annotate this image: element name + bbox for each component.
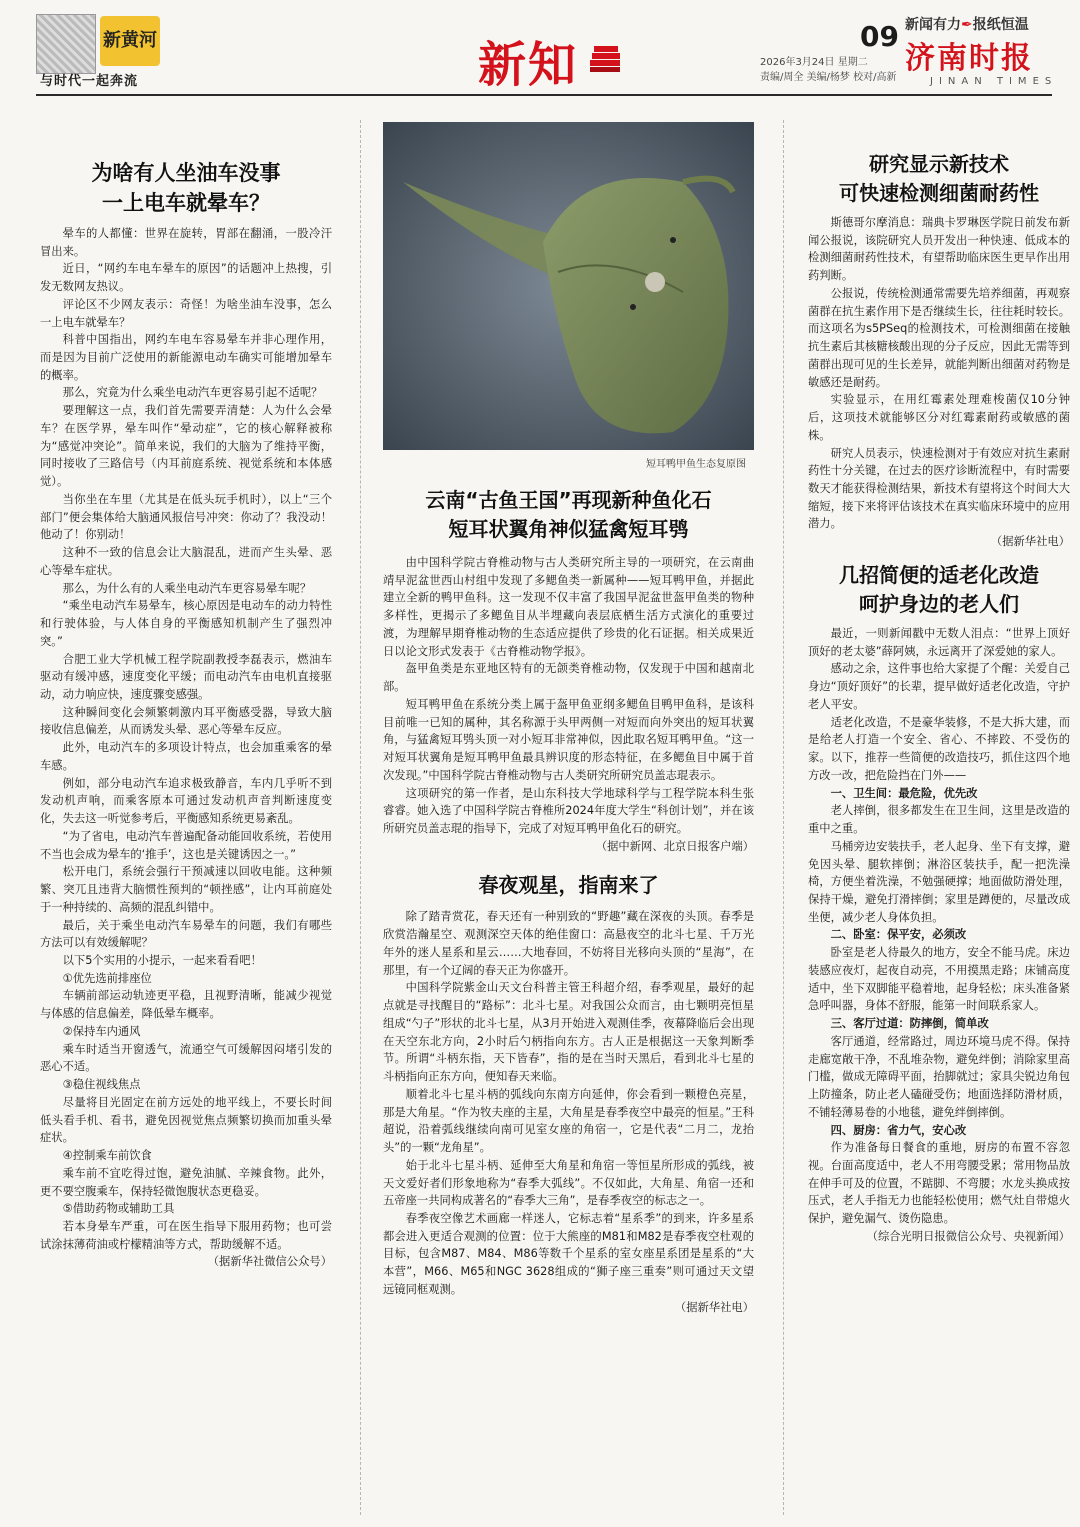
fish-illustration bbox=[383, 122, 754, 450]
title-line: 可快速检测细菌耐药性 bbox=[839, 181, 1039, 205]
tip-text: 若本身晕车严重，可在医生指导下服用药物；也可尝试涂抹薄荷油或柠檬精油等方式，帮助缓解不适。 bbox=[40, 1220, 332, 1251]
article-source: （据新华社电） bbox=[674, 1300, 754, 1314]
paragraph: 除了踏青赏花，春天还有一种别致的“野趣”藏在深夜的头顶。春季是欣赏浩瀚星空、观测深空天体的绝佳窗口：高悬夜空的北斗七星、千万光年外的迷人星系和星云……大地春回，不妨将目光移向头顶的“星海”，在那里，有一个辽阔的春天正为你盛开。 bbox=[383, 910, 754, 977]
paragraph: 那么，为什么有的人乘坐电动汽车更容易晕车呢？ bbox=[62, 581, 312, 595]
paragraph: 短耳鸭甲鱼在系统分类上属于盔甲鱼亚纲多鳃鱼目鸭甲鱼科，是该科目前唯一已知的属种，其名称源于头甲两侧一对短而向外突出的短耳状翼角，与猛禽短耳鸮头顶一对小短耳非常神似，因此取名短耳鸭甲鱼。“这一对短耳状翼角是短耳鸭甲鱼最具辨识度的形态特征，在多鳃鱼目中属于首次发现。”中国科学院古脊椎动物与古人类研究所研究员盖志琨表示。 bbox=[383, 697, 754, 782]
article-title: 春夜观星，指南来了 bbox=[478, 873, 659, 898]
article-body bbox=[808, 625, 1070, 785]
paragraph: “乘坐电动汽车易晕车，核心原因是电动车的动力特性和行驶体验，与人体自身的平衡感知机制产生了强烈冲突。” bbox=[40, 599, 332, 648]
article-source: （据中新网、北京日报客户端） bbox=[595, 839, 754, 853]
article-body bbox=[40, 225, 332, 970]
paragraph: 最近，一则新闻戳中无数人泪点：“世界上顶好顶好的老太婆”薛阿姨，永远离开了深爱她的家人。 bbox=[808, 626, 1070, 658]
paper-name-logo: 济南时报 bbox=[905, 41, 1033, 76]
title-line: 一上电车就晕车？ bbox=[102, 191, 270, 216]
paragraph: 春季夜空像艺术画廊一样迷人，它标志着“星系季”的到来，许多星系都会进入更适合观测的位置：位于大熊座的M81和M82是春季夜空杜观的目标，包含M87、M84、M86等数千个星系的室女座星系团是星系的“大本营”，M66、M65和NGC 3628组成的“狮子座三重奏”则可通过天文望远镜同框观测。 bbox=[383, 1211, 754, 1296]
article-sections bbox=[808, 785, 1070, 1228]
paragraph: 中国科学院紫金山天文台科普主管王科超介绍，春季观星，最好的起点就是寻找醒目的“路标”：北斗七星。对我国公众而言，由七颗明亮恒星组成“勺子”形状的北斗七星，从3月开始进入观测佳季，夜幕降临后会出现在天空东北方向，2小时后勺柄指向东方。古人正是根据这一天象判断季节。所谓“斗柄东指，天下皆春”，指的是在当时天黑后，看到北斗七星的斗柄指向正东方向，便知春天来临。 bbox=[383, 981, 754, 1084]
tip-heading: ⑤借助药物或辅助工具 bbox=[62, 1202, 175, 1216]
page-header bbox=[0, 0, 1080, 98]
right-slogan-b: 报纸恒温 bbox=[972, 17, 1029, 33]
tip-heading: ④控制乘车前饮食 bbox=[62, 1149, 152, 1163]
right-slogan-a: 新闻有力 bbox=[905, 17, 961, 33]
article-title bbox=[808, 150, 1070, 208]
paragraph: 这种瞬间变化会频繁刺激内耳平衡感受器，导致大脑接收信息偏差，从而诱发头晕、恶心等晕车反应。 bbox=[40, 705, 332, 737]
paragraph: 评论区不少网友表示：奇怪！为啥坐油车没事，怎么一上电车就晕车？ bbox=[40, 297, 332, 329]
tip-heading: ③稳住视线焦点 bbox=[62, 1078, 141, 1092]
paragraph: 以下5个实用的小提示，一起来看看吧！ bbox=[62, 953, 262, 967]
middle-column bbox=[383, 110, 754, 1316]
paragraph: 斯德哥尔摩消息：瑞典卡罗琳医学院日前发布新闻公报说，该院研究人员开发出一种快速、低成本的检测细菌耐药性技术，有望帮助临床医生更早作出用药判断。 bbox=[808, 216, 1070, 283]
title-line: 为啥有人坐油车没事 bbox=[91, 161, 281, 185]
paragraph: 此外，电动汽车的多项设计特点，也会加重乘客的晕车感。 bbox=[40, 741, 332, 772]
tip-text: 乘车前不宜吃得过饱，避免油腻、辛辣食物。此外，更不要空腹乘车，保持轻微饱腹状态更稳妥。 bbox=[40, 1166, 332, 1198]
issue-date: 2026年3月24日 星期二 bbox=[760, 57, 868, 68]
article-title bbox=[383, 486, 754, 544]
tip-heading: ②保持车内通风 bbox=[62, 1024, 141, 1038]
section-heading: 一、卫生间：最危险，优先改 bbox=[830, 786, 978, 800]
article-source: （综合光明日报微信公众号、央视新闻） bbox=[866, 1229, 1070, 1243]
image-caption: 短耳鸭甲鱼生态复原图 bbox=[646, 459, 746, 470]
books-icon bbox=[588, 40, 622, 74]
fish-reconstruction-image bbox=[383, 122, 754, 470]
article-title bbox=[40, 158, 332, 219]
title-line: 呵护身边的老人们 bbox=[859, 591, 1019, 616]
paragraph: 顺着北斗七星斗柄的弧线向东南方向延伸，你会看到一颗橙色亮星，那是大角星。“作为牧夫座的主星，大角星是春季夜空中最亮的恒星。”王科超说，沿着弧线继续向南可见室女座的角宿一，它是代表“二月二，龙抬头”的一颗“龙角星”。 bbox=[383, 1087, 754, 1155]
page-number: 09 bbox=[860, 20, 899, 53]
left-slogan: 与时代一起奔流 bbox=[40, 74, 139, 89]
title-line: 研究显示新技术 bbox=[869, 152, 1009, 176]
paragraph: 科普中国指出，网约车电车容易晕车并非心理作用，而是因为目前广泛使用的新能源电动车确实可能增加晕车的概率。 bbox=[40, 333, 332, 382]
paragraph: 老人摔倒，很多都发生在卫生间，这里是改造的重中之重。 bbox=[808, 804, 1070, 836]
column-divider bbox=[783, 120, 784, 1515]
paragraph: 这项研究的第一作者，是山东科技大学地球科学与工程学院本科生张睿睿。她入选了中国科学院古脊椎所2024年度大学生“科创计划”，并在该所研究员盖志琨的指导下，完成了对短耳鸭甲鱼化石的研究。 bbox=[383, 786, 754, 836]
paragraph: 作为准备每日餐食的重地，厨房的布置不容忽视。台面高度适中，老人不用弯腰受累；常用物品放在伸手可及的位置，不踮脚、不弯腰；水龙头换成按压式，老人手指无力也能轻松使用；燃气灶自带熄火保护，避免漏气、烫伤隐患。 bbox=[808, 1141, 1070, 1226]
paragraph: 要理解这一点，我们首先需要弄清楚：人为什么会晕车？在医学界，晕车叫作“晕动症”，它的核心解释被称为“感觉冲突论”。简单来说，我们的大脑为了维持平衡，同时接收了三路信号（内耳前庭系统、视觉系统和本体感觉）。 bbox=[40, 404, 332, 489]
qr-code bbox=[36, 14, 96, 74]
article-elderly-home bbox=[808, 561, 1070, 1246]
article-spring-stargazing bbox=[383, 871, 754, 1316]
article-bacteria-test bbox=[808, 150, 1070, 551]
paragraph: 这种不一致的信息会让大脑混乱，进而产生头晕、恶心等晕车症状。 bbox=[40, 546, 332, 577]
tips-list bbox=[40, 970, 332, 1254]
section-heading: 二、卧室：保平安，必须改 bbox=[830, 928, 967, 942]
paragraph: 公报说，传统检测通常需要先培养细菌，再观察菌群在抗生素作用下是否继续生长，往往耗时较长。而这项名为s5PSeq的检测技术，可检测细菌在接触抗生素后其核糖核酸出现的分子反应，因此无需等到菌群出现可见的生长差异，就能判断出细菌对药物是敏感还是耐药。 bbox=[808, 286, 1070, 389]
tip-text: 车辆前部运动轨迹更平稳，且视野清晰，能减少视觉与体感的信息偏差，降低晕车概率。 bbox=[40, 989, 332, 1021]
paragraph: 适老化改造，不是豪华装修，不是大拆大建，而是给老人打造一个安全、省心、不摔跤、不受伤的家。以下，推荐一些简便的改造技巧，抓住这四个地方改一改，把危险挡在门外—— bbox=[808, 715, 1070, 782]
section-title: 新知 bbox=[478, 37, 579, 93]
paper-english-name: JINAN TIMES bbox=[930, 76, 1058, 87]
article-body bbox=[808, 214, 1070, 533]
paragraph: 最后，关于乘坐电动汽车易晕车的问题，我们有哪些方法可以有效缓解呢？ bbox=[40, 918, 332, 950]
paragraph: 卧室是老人待最久的地方，安全不能马虎。床边装感应夜灯，起夜自动亮，不用摸黑走路；床铺高度适中，坐下双脚能平稳着地，起身轻松；床头准备紧急呼叫器，身体不舒服，能第一时间联系家人。 bbox=[808, 946, 1070, 1013]
section-heading: 三、客厅过道：防摔倒，简单改 bbox=[830, 1017, 989, 1031]
paragraph: 晕车的人都懂：世界在旋转，胃部在翻涌，一股冷汗冒出来。 bbox=[40, 226, 332, 258]
title-line: 几招简便的适老化改造 bbox=[839, 562, 1039, 587]
paragraph: 例如，部分电动汽车追求极致静音，车内几乎听不到发动机声响，而乘客原本可通过发动机声音判断速度变化，失去这一听觉参考后，平衡感知系统更易紊乱。 bbox=[40, 776, 332, 826]
paragraph: 马桶旁边安装扶手，老人起身、坐下有支撑，避免因头晕、腿软摔倒；淋浴区装扶手，配一把洗澡椅，方便坐着洗澡，不勉强硬撑；地面做防滑处理，保持干燥，避免打滑摔倒；家里是蹲便的，尽量改成坐便，减少老人身体负担。 bbox=[808, 839, 1070, 924]
paragraph: 实验显示，在用红霉素处理难梭菌仅10分钟后，这项技术就能够区分对红霉素耐药或敏感的菌株。 bbox=[808, 393, 1070, 442]
article-body bbox=[383, 554, 754, 838]
paragraph: 当你坐在车里（尤其是在低头玩手机时），以上“三个部门”便会集体给大脑通风报信号冲突：你动了？我没动！他动了！你别动！ bbox=[40, 492, 332, 542]
header-divider bbox=[36, 94, 1052, 96]
paragraph: 近日，“网约车电车晕车的原因”的话题冲上热搜，引发无数网友热议。 bbox=[40, 262, 332, 294]
column-divider bbox=[360, 120, 361, 1515]
tip-text: 乘车时适当开窗透气，流通空气可缓解因闷堵引发的恶心不适。 bbox=[40, 1042, 332, 1074]
article-ev-motion-sickness bbox=[40, 110, 332, 1271]
title-line: 短耳状翼角神似猛禽短耳鸮 bbox=[448, 517, 689, 541]
paragraph: 始于北斗七星斗柄、延伸至大角星和角宿一等恒星所形成的弧线，被天文爱好者们形象地称为“春季大弧线”。不仅如此，大角星、角宿一还和五帝座一共同构成著名的“春季大三角”，是春季夜空的标志之一。 bbox=[383, 1158, 754, 1208]
tip-heading: ①优先选前排座位 bbox=[62, 971, 152, 985]
right-slogan bbox=[905, 14, 1029, 34]
article-source: （据新华社电） bbox=[990, 535, 1070, 549]
feather-icon: ✒ bbox=[961, 17, 973, 33]
paragraph: 由中国科学院古脊椎动物与古人类研究所主导的一项研究，在云南曲靖早泥盆世西山村组中发现了多鳃鱼类一新属种——短耳鸭甲鱼，并据此建立全新的鸭甲鱼科。这一发现不仅丰富了我国早泥盆世盔甲鱼类的物种多样性，更揭示了多鳃鱼目从半埋藏向表层底栖生活方式演化的重要过渡，为理解早期脊椎动物的生态适应提供了珍贵的化石证据。相关成果近日以论文形式发表于《古脊椎动物学报》。 bbox=[383, 556, 754, 658]
editor-credits: 责编/周全 美编/杨梦 校对/高新 bbox=[760, 72, 897, 83]
section-heading: 四、厨房：省力气，安心改 bbox=[830, 1123, 967, 1137]
paragraph: 研究人员表示，快速检测对于有效应对抗生素耐药性十分关键，在过去的医疗诊断流程中，有时需要数天才能获得检测结果，新技术有望将这个时间大大缩短，接下来将评估该技术在真实临床环境中的应用潜力。 bbox=[808, 446, 1070, 531]
paragraph: 松开电门，系统会强行干预减速以回收电能。这种频繁、突兀且违背大脑惯性预判的“顿挫感”，让内耳前庭处于一种持续的、高频的混乱纠错中。 bbox=[40, 865, 332, 914]
paragraph: 那么，究竟为什么乘坐电动汽车更容易引起不适呢？ bbox=[62, 386, 323, 400]
xinhuanghe-logo: 新黄河 bbox=[100, 16, 160, 66]
paragraph: 感动之余，这件事也给大家提了个醒：关爱自己身边“顶好顶好”的长辈，提早做好适老化改造，守护老人平安。 bbox=[808, 662, 1070, 711]
article-source: （据新华社微信公众号） bbox=[207, 1255, 332, 1269]
article-title bbox=[808, 561, 1070, 619]
tip-text: 尽量将目光固定在前方远处的地平线上，不要长时间低头看手机、看书，避免因视觉焦点频繁切换而加重头晕症状。 bbox=[40, 1095, 332, 1145]
right-column bbox=[808, 110, 1070, 1246]
paragraph: “为了省电，电动汽车普遍配备动能回收系统，若使用不当也会成为晕车的‘推手’，这也是关键诱因之一。” bbox=[40, 829, 332, 861]
paragraph: 盔甲鱼类是东亚地区特有的无颌类脊椎动物，仅发现于中国和越南北部。 bbox=[383, 662, 754, 694]
article-body bbox=[383, 908, 754, 1298]
title-line: 云南“古鱼王国”再现新种鱼化石 bbox=[425, 488, 712, 512]
paragraph: 合肥工业大学机械工程学院副教授李磊表示，燃油车驱动有缓冲感，速度变化平缓；而电动汽车由电机直接驱动，动力响应快，速度骤变感强。 bbox=[40, 652, 332, 701]
article-fish-fossil bbox=[383, 486, 754, 855]
paragraph: 客厅通道，经常路过，周边环境马虎不得。保持走廊宽敞干净，不乱堆杂物，避免绊倒；消除家里高门槛，做成无障碍平面，抬脚就过；家具尖锐边角包上防撞条，防止老人磕碰受伤；地面选择防滑材质，不铺轻薄易卷的小地毯，避免绊倒摔倒。 bbox=[808, 1034, 1070, 1119]
